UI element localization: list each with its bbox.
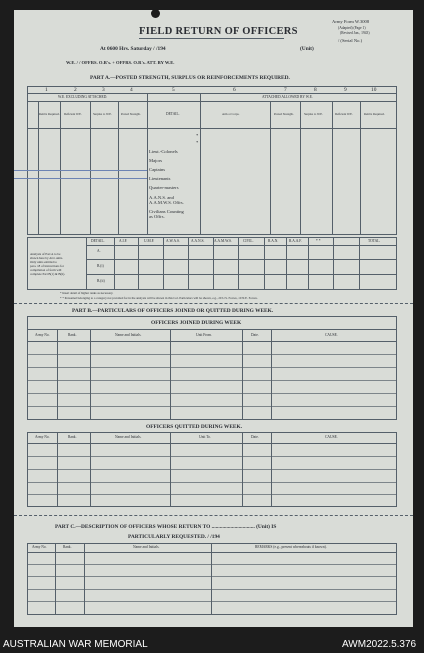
rank-label: as Offrs. [149,214,165,219]
analysis-header: A.A.N.S. [191,239,205,243]
analysis-header: U.M.F. [144,239,155,243]
part-c-heading: PART C.—DESCRIPTION OF OFFICERS WHOSE RETURN TO ................................ (Unit) IS [55,524,277,530]
serial-number: / (Serial No.) [338,38,363,43]
army-form-number: Army Form W.3008 [332,19,370,24]
part-c-col-header: Rank. [63,545,72,549]
joined-col-header: Date. [251,333,259,337]
rank-label: Quarter-masters [149,185,179,190]
sub-header: Posted Strength. [121,112,141,116]
rank-label: Captains [149,167,166,172]
analysis-note: shown here by ALL units. [30,256,64,260]
quitted-col-header: Unit To. [199,435,211,439]
part-b-heading: PART B.—PARTICULARS OF OFFICERS JOINED OR QUITTED DURING WEEK. [72,308,274,314]
rank-label: Lieut.-Colonels [149,149,178,154]
analysis-header: A.W.A.S. [166,239,180,243]
punch-hole [151,9,160,18]
rank-label: Civilians Counting [149,209,184,214]
quitted-col-header: CAUSE. [325,435,338,439]
sub-header: Arm or Corps. [222,112,240,116]
col-number: 1 [45,87,48,93]
analysis-header: A.A.M.W.S. [214,239,232,243]
quitted-col-header: Army No. [35,435,50,439]
col-number: 9 [344,87,347,93]
sub-header: Posted Strength. [274,112,294,116]
col-number: 7 [284,87,287,93]
joined-col-header: CAUSE. [325,333,338,337]
analysis-note: Only units entitled to [30,260,58,264]
analysis-note: complete Part B(1) & B(ii). [30,272,66,276]
footer-accession: AWM2022.5.376 [342,639,417,650]
sub-header: Rein'ts Required. [364,112,385,116]
joined-col-header: Army No. [35,333,50,337]
sub-header: Deficient W.E. [64,112,82,116]
analysis-header: DETAIL. [91,239,105,243]
part-c-col-header: Name and Initials. [133,545,160,549]
rank-label: A.A.N.S. and [149,195,174,200]
analysis-header: TOTAL. [368,239,381,243]
quitted-col-header: Rank. [68,435,77,439]
rank-label: A.A.M.W.S. Offrs. [149,200,184,205]
col-number: 10 [371,87,377,93]
col-number: 6 [233,87,236,93]
footnote: * * Personnel belonging to a category not provided for in the analysis will be shown in this Col. Particulars will be shown, e.g., 20 U.S. Forces, 10 N.E. Forces. [60,296,258,300]
joined-heading: OFFICERS JOINED DURING WEEK [151,320,242,326]
footer-credit: AUSTRALIAN WAR MEMORIAL [3,639,148,650]
sub-header: Surplus to W.E. [304,112,323,116]
analysis-header: * * [316,239,321,243]
analysis-note: Analysis of Part A to be [30,252,61,256]
sub-header: Rein'ts Required. [39,112,60,116]
analysis-note: compilation of form will [30,268,62,272]
joined-col-header: Name and Initials. [115,333,142,337]
col-number: 5 [172,87,175,93]
unit-label: (Unit) [300,46,314,52]
rank-label: Majors [149,158,163,163]
joined-col-header: Rank. [68,333,77,337]
joined-col-header: Unit From. [196,333,212,337]
part-c-subheading: PARTICULARLY REQUESTED. / /194 [128,534,220,540]
analysis-header: R.A.A.F. [289,239,302,243]
analysis-row-label: B.(ii) [97,279,105,283]
col-number: 3 [102,87,105,93]
page-title: FIELD RETURN OF OFFICERS [139,26,298,37]
analysis-row-label: B.(i) [97,264,104,268]
attached-allowed-heading: ATTACHED ALLOWED BY W.E. [262,95,313,99]
col-number: 2 [74,87,77,93]
quitted-heading: OFFICERS QUITTED DURING WEEK. [146,424,243,430]
analysis-note: para. 18 of instructions for [30,264,64,268]
quitted-col-header: Date. [251,435,259,439]
footnote: * Insert detail of higher ranks as necessary. [60,291,114,295]
date-line: At 0600 Hrs. Saturday / /194 [100,46,166,52]
analysis-header: CIVIL. [243,239,254,243]
part-c-col-header: Army No. [32,545,47,549]
we-line: W.E. / / OFFRS. O.R's. + OFFRS. O.R's. ATT. BY W.E. [66,60,175,65]
sub-header: Surplus to W.E. [93,112,112,116]
col-number: 4 [130,87,133,93]
revised-note: (Revised Jan., 1943) [340,31,370,35]
col-number: 8 [314,87,317,93]
sub-header: Deficient W.E. [335,112,353,116]
analysis-header: R.A.N. [268,239,279,243]
we-excluding-heading: W.E. EXCLUDING ATTACHED. [58,95,108,99]
adapted-note: (Adapted) (Page 1) [338,26,366,30]
analysis-row-label: A. [97,249,101,253]
detail-heading: DETAIL. [166,112,180,116]
analysis-header: A.I.F. [119,239,128,243]
rank-label: Lieutenants [149,176,171,181]
quitted-col-header: Name and Initials. [115,435,142,439]
part-c-col-header: REMARKS (e.g., present whereabouts if known). [255,545,327,549]
part-a-heading: PART A.—POSTED STRENGTH, SURPLUS OR REINFORCEMENTS REQUIRED. [90,75,290,81]
